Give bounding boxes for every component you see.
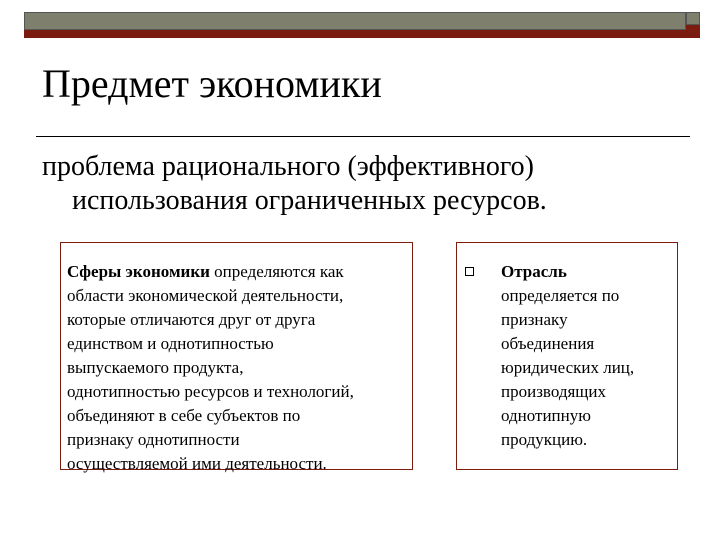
economy-spheres-box (60, 242, 413, 473)
subtitle-line-2: использования ограниченных ресурсов. (72, 185, 547, 216)
subtitle (42, 150, 682, 218)
right-box-line-5: производящих (501, 382, 606, 401)
subtitle-line-1: проблема рационального (эффективного) (42, 151, 534, 182)
page-title: Предмет экономики (42, 61, 382, 106)
right-box-line-6: однотипную (501, 406, 591, 425)
left-box-line-1-rest: определяются как (209, 262, 344, 281)
left-box-line-2: области экономической деятельности, (67, 286, 344, 305)
left-box-line-3: которые отличаются друг от друга (67, 310, 316, 329)
right-box-line-1: определяется по (501, 286, 620, 305)
top-decor-line (24, 30, 686, 38)
left-box-line-6: однотипностью ресурсов и технологий, (67, 382, 354, 401)
hollow-square-bullet-icon (465, 267, 474, 276)
left-box-term: Сферы экономики (67, 262, 210, 281)
title-divider (36, 136, 690, 137)
top-decor-band (24, 12, 686, 30)
industry-box (456, 242, 678, 470)
corner-decor-square (686, 12, 700, 25)
left-box-line-4: единством и однотипностью (67, 334, 274, 353)
left-box-line-9: осуществляемой ими деятельности. (67, 454, 327, 473)
left-box-line-5: выпускаемого продукта, (67, 358, 244, 377)
left-box-line-8: признаку однотипности (67, 430, 240, 449)
right-box-term: Отрасль (501, 262, 567, 281)
right-box-line-2: признаку (501, 310, 568, 329)
right-box-line-4: юридических лиц, (501, 358, 635, 377)
left-box-line-7: объединяют в себе субъектов по (67, 406, 301, 425)
right-box-line-3: объединения (501, 334, 595, 353)
right-box-line-7: продукцию. (501, 430, 588, 449)
left-box-line-1 (67, 260, 412, 284)
